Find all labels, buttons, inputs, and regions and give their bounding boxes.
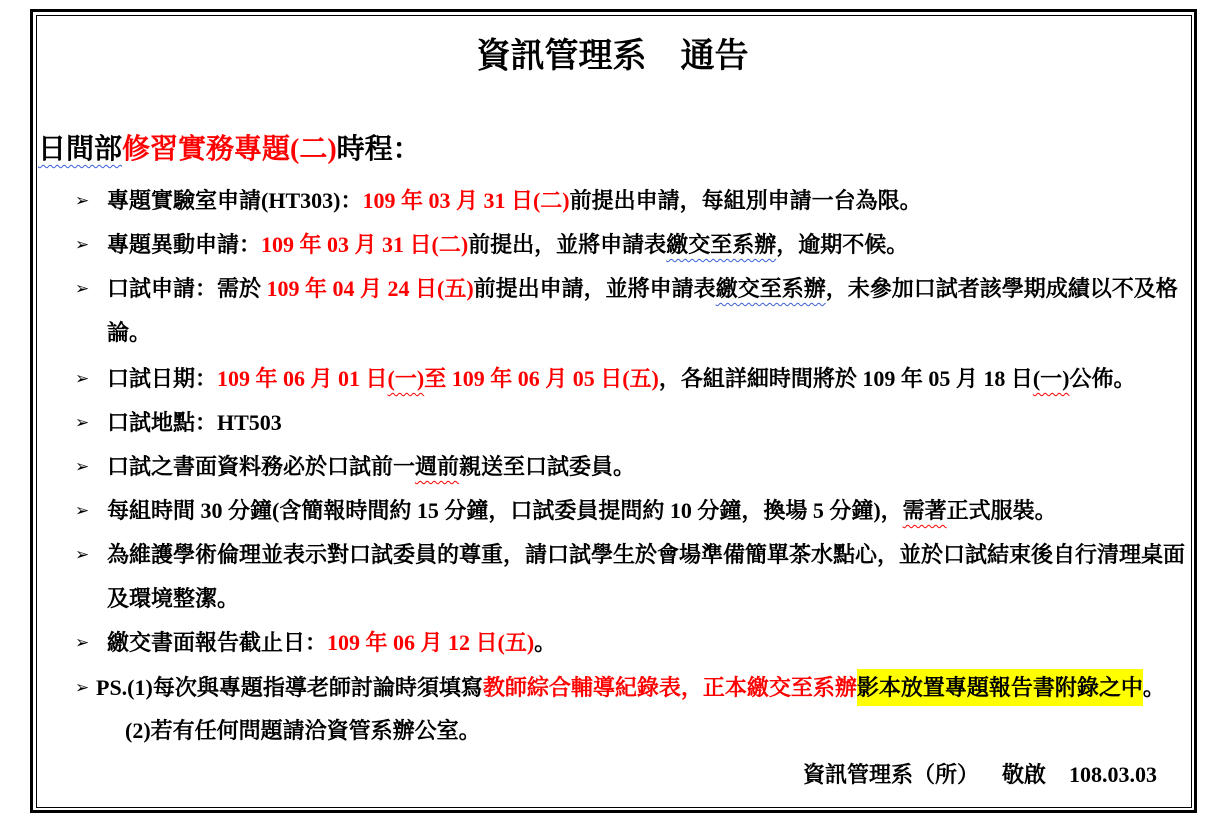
heading-division: 日間部 [38,134,123,165]
item-text: 口試地點：HT503 [107,410,282,435]
heading-suffix: 時程： [336,134,421,165]
arrow-bullet-icon [75,223,89,267]
notice-item-time-allocation [107,489,1057,533]
item-text: 。 [534,630,557,655]
item-text: 週前 [415,454,460,479]
item-text: ，各組詳細時間將於 109 年 05 月 18 日 [658,366,1033,391]
notice-title: 資訊管理系 通告 [476,38,749,75]
item-text: 公佈。 [1069,366,1136,391]
arrow-bullet-icon [75,445,89,489]
exam-start-weekday: (一) [387,366,425,391]
item-text: ，未參加口試者該學期成績以不及格 [825,276,1178,301]
deadline-date: 109 年 03 月 31 日(二) [261,232,469,257]
deadline-date: 109 年 06 月 12 日(五) [327,630,535,655]
item-text: 前提出申請，並將申請表 [473,276,716,301]
item-text: 繳交至系辦 [715,276,826,301]
arrow-bullet-icon [75,267,89,311]
ps-form-instruction: 教師綜合輔導紀錄表，正本繳交至系辦 [482,675,857,700]
item-text: 為維護學術倫理並表示對口試委員的尊重，請口試學生於會場準備簡單茶水點心，並於口試結束後自行清理桌面 [107,542,1186,567]
arrow-bullet-icon [75,666,89,710]
item-label: 專題實驗室申請(HT303)： [107,188,363,213]
exam-end-date: 至 109 年 06 月 05 日(五) [424,366,659,391]
notice-item-oral-exam-application-continued [107,311,151,355]
item-label: 繳交書面報告截止日： [107,630,328,655]
footer-closing: 敬啟 [1001,762,1046,787]
ps-note-1 [96,666,1165,710]
ps-text: 。 [1142,675,1165,700]
schedule-heading [38,128,421,172]
item-text: 及環境整潔。 [107,586,240,611]
notice-item-academic-ethics [107,533,1185,577]
footer-signature [803,753,1157,797]
item-text: ，逾期不候。 [776,232,909,257]
ps-note-2 [125,709,481,753]
notice-item-academic-ethics-continued [107,577,239,621]
arrow-bullet-icon [75,489,89,533]
footer-signer: 資訊管理系（所） [802,762,979,787]
item-text: 前提出申請，每組別申請一台為限。 [569,188,922,213]
item-text: 論。 [107,320,152,345]
deadline-date: 109 年 04 月 24 日(五) [266,276,474,301]
arrow-bullet-icon [75,621,89,665]
item-text: 需著 [902,498,947,523]
item-text: 繳交至系辦 [666,232,777,257]
item-text: 每組時間 30 分鐘(含簡報時間約 15 分鐘，口試委員提問約 10 分鐘，換場 5 分鐘)， [107,498,903,523]
item-label: 口試日期： [107,366,218,391]
notice-item-topic-change [107,223,908,267]
arrow-bullet-icon [75,179,89,223]
item-label: 口試申請：需於 [107,276,267,301]
item-text: 正式服裝。 [946,498,1057,523]
arrow-bullet-icon [75,533,89,577]
notice-item-written-materials [107,445,635,489]
notice-item-oral-exam-location [107,401,282,445]
exam-start-date: 109 年 06 月 01 日 [217,366,388,391]
announce-weekday: (一) [1032,366,1070,391]
ps-highlighted-text: 影本放置專題報告書附錄之中 [857,669,1143,706]
item-text: 前提出，並將申請表 [468,232,667,257]
item-text: 親送至口試委員。 [459,454,636,479]
arrow-bullet-icon [75,357,89,401]
footer-date: 108.03.03 [1069,762,1157,787]
item-label: 專題異動申請： [107,232,262,257]
notice-item-oral-exam-dates [107,357,1136,401]
heading-course-name: 修習實務專題(二) [122,134,337,165]
deadline-date: 109 年 03 月 31 日(二) [362,188,570,213]
notice-item-lab-application [107,179,922,223]
item-text: 口試之書面資料務必於口試前一 [107,454,416,479]
notice-item-oral-exam-application [107,267,1178,311]
ps-text: PS.(1)每次與專題指導老師討論時須填寫 [96,675,483,700]
arrow-bullet-icon [75,401,89,445]
notice-item-report-deadline [107,621,556,665]
ps-text: (2)若有任何問題請洽資管系辦公室。 [125,718,481,743]
